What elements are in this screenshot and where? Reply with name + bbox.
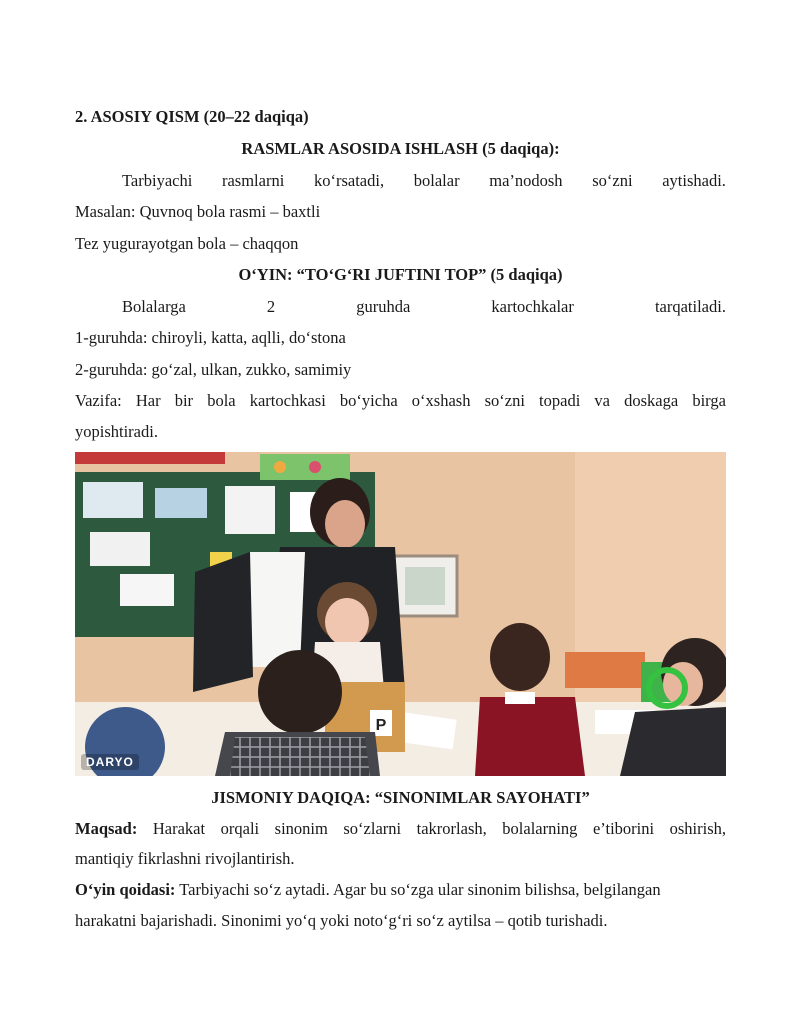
rasmlar-example-1: Masalan: Quvnoq bola rasmi – baxtli — [75, 202, 321, 221]
word: e’tiborini — [592, 819, 655, 838]
word: bir — [174, 391, 194, 410]
word: bo‘yicha — [339, 391, 398, 410]
word: Harakat — [152, 819, 206, 838]
qoida-line-2: harakatni bajarishadi. Sinonimi yo‘q yoki noto‘g‘ri so‘z aytilsa – qotib turishadi. — [75, 911, 608, 930]
word: Tarbiyachi — [122, 171, 193, 190]
rasmlar-paragraph — [75, 170, 726, 192]
word: takrorlash, — [416, 819, 487, 838]
word: Har — [135, 391, 161, 410]
word: bola — [207, 391, 236, 410]
word: aytishadi. — [662, 171, 726, 190]
word: kartochkalar — [491, 297, 574, 316]
box-letter: P — [375, 717, 387, 734]
word: rasmlarni — [221, 171, 285, 190]
word: so‘zni — [592, 171, 633, 190]
maqsad-line — [75, 818, 726, 840]
word: orqali — [220, 819, 260, 838]
word: bolalarning — [502, 819, 578, 838]
word: bolalar — [413, 171, 460, 190]
word: tarqatiladi. — [654, 297, 726, 316]
oyin-paragraph — [75, 296, 726, 318]
oyin-task-end: yopishtiradi. — [75, 422, 158, 441]
word: 2 — [266, 297, 276, 316]
oyin-group-2: 2-guruhda: go‘zal, ulkan, zukko, samimiy — [75, 360, 352, 379]
word: ko‘rsatadi, — [313, 171, 385, 190]
word: va — [594, 391, 610, 410]
maqsad-end: mantiqiy fikrlashni rivojlantirish. — [75, 849, 295, 868]
word: oshirish, — [669, 819, 726, 838]
word: topadi — [539, 391, 581, 410]
word: o‘xshash — [411, 391, 471, 410]
oyin-group-1: 1-guruhda: chiroyli, katta, aqlli, do‘stona — [75, 328, 346, 347]
qoida-label: O‘yin qoidasi: — [75, 880, 176, 899]
word: birga — [692, 391, 726, 410]
word: so‘zni — [484, 391, 525, 410]
jismoniy-title: JISMONIY DAQIQA: “SINONIMLAR SAYOHATI” — [211, 788, 590, 807]
word: doskaga — [624, 391, 679, 410]
rasmlar-example-2: Tez yugurayotgan bola – chaqqon — [75, 234, 299, 253]
word: sinonim — [274, 819, 328, 838]
word: so‘zlarni — [343, 819, 402, 838]
word: Bolalarga — [122, 297, 186, 316]
section-heading: 2. ASOSIY QISM (20–22 daqiqa) — [75, 107, 309, 126]
oyin-task — [75, 390, 726, 412]
word: ma’nodosh — [489, 171, 563, 190]
watermark-logo: DARYO — [81, 754, 139, 770]
word: Vazifa: — [75, 391, 122, 410]
classroom-illustration — [75, 452, 726, 776]
classroom-photo — [75, 452, 726, 776]
rasmlar-title: RASMLAR ASOSIDA ISHLASH (5 daqiqa): — [241, 139, 560, 158]
qoida-text: Tarbiyachi so‘z aytadi. Agar bu so‘zga ular sinonim bilishsa, belgilangan — [175, 880, 661, 899]
word: guruhda — [356, 297, 411, 316]
word: kartochkasi — [249, 391, 326, 410]
qoida-line-1 — [75, 879, 726, 901]
maqsad-label: Maqsad: — [75, 819, 138, 838]
oyin-title: O‘YIN: “TO‘G‘RI JUFTINI TOP” (5 daqiqa) — [238, 265, 563, 284]
